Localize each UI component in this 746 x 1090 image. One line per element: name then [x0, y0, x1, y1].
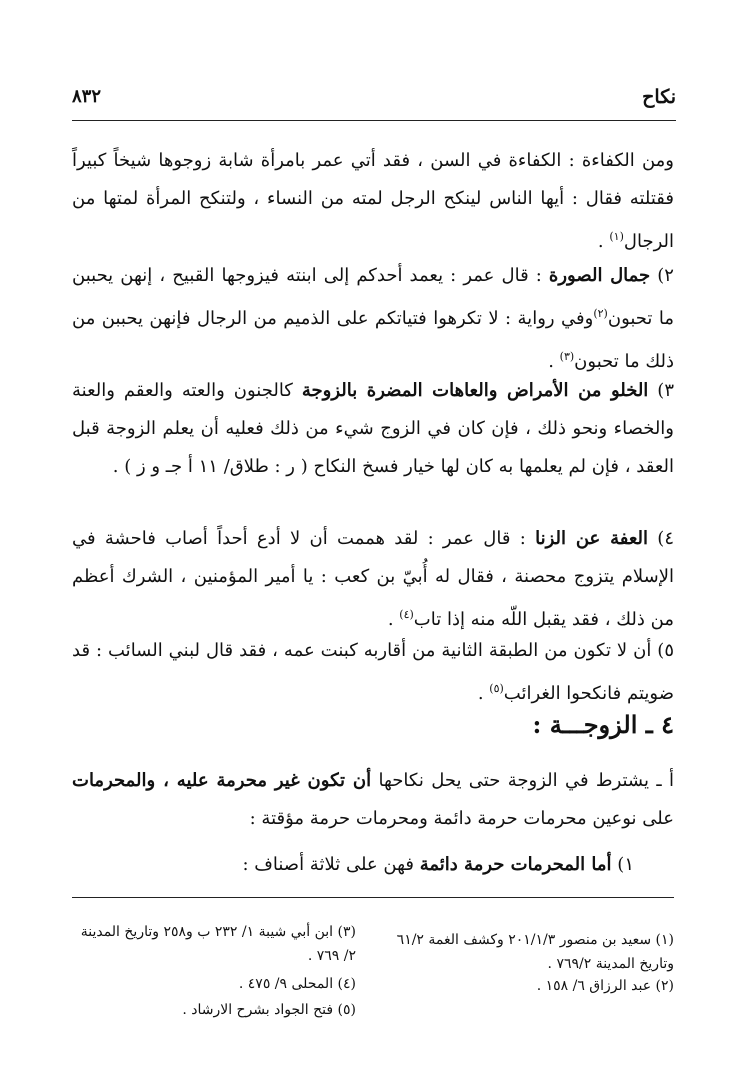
footnote-ref: (١): [609, 230, 624, 243]
footnote-ref: (٣): [559, 350, 575, 363]
page-header: [72, 86, 676, 116]
paragraph-end: .: [387, 609, 400, 630]
clause-marker: ١): [617, 854, 634, 875]
clause-1: [72, 846, 634, 884]
footnote-ref: (٤): [399, 608, 414, 621]
item-heading: جمال الصورة: [548, 265, 651, 286]
paragraph-beauty: [72, 257, 674, 381]
footnote-ref: (٥): [489, 682, 504, 695]
paragraph-relatives: [72, 632, 674, 713]
header-rule: [72, 120, 676, 121]
footnote-5: (٥) فتح الجواد بشرح الارشاد .: [182, 1002, 356, 1018]
page-number: ٨٣٢: [72, 86, 102, 107]
paragraph-end: .: [548, 351, 560, 372]
footnote-ref: (٢): [593, 307, 608, 320]
item-number: ٢): [657, 265, 674, 286]
paragraph-chastity: [72, 520, 674, 639]
footnote-4: (٤) المحلى ٩/ ٤٧٥ .: [238, 976, 356, 992]
clause-bold: أن تكون غير محرمة عليه ، والمحرمات: [72, 770, 372, 791]
chapter-title: نكاح: [642, 86, 676, 108]
clause-bold: أما المحرمات حرمة دائمة: [419, 854, 612, 875]
item-heading: الخلو من الأمراض والعاهات المضرة بالزوجة: [301, 380, 649, 401]
paragraph-text: أن لا تكون من الطبقة الثانية من أقاربه كبنت عمه ، فقد قال لبني السائب : قد ضويتم فانكحوا الغرائب: [72, 640, 674, 704]
footnote-rule: [72, 897, 674, 898]
paragraph-text: : قال عمر : لقد هممت أن لا أدع أحداً أصاب فاحشة في الإسلام يتزوج محصنة ، فقال له أُبيّ بن كعب : يا أمير المؤمنين ، الشرك أعظم من ذلك ، فقد يقبل اللّه منه إذا تاب: [72, 528, 674, 630]
clause-text: على نوعين محرمات حرمة دائمة ومحرمات حرمة مؤقتة :: [249, 808, 674, 829]
paragraph-text: : قال عمر : يعمد أحدكم إلى ابنته فيزوجها القبيح ، إنهن يحببن ما تحبون: [72, 265, 674, 329]
paragraph-end: .: [597, 231, 610, 252]
footnote-1: (١) سعيد بن منصور ٢٠١/١/٣ وكشف الغمة ٦١/٢ وتاريخ المدينة ٧٦٩/٢ .: [396, 932, 674, 972]
clause-text: فهن على ثلاثة أصناف :: [242, 854, 420, 875]
item-number: ٥): [657, 640, 674, 661]
footnote-2: (٢) عبد الرزاق ٦/ ١٥٨ .: [536, 978, 674, 994]
paragraph-health: [72, 372, 674, 486]
clause-text: يشترط في الزوجة حتى يحل نكاحها: [371, 770, 657, 791]
paragraph-kafaa-age: [72, 142, 674, 261]
paragraph-text: كالجنون والعته والعقم والعنة والخصاء ونحو ذلك ، فإن كان في الزوج شيء من ذلك فعليه أن يعلم الزوجة قبل العقد ، فإن لم يعلمها به كان لها خيار فسخ النكاح ( ر : طلاق/ ١١ أ جـ و ز ) .: [72, 380, 674, 477]
item-number: ٣): [657, 380, 674, 401]
paragraph-text: ومن الكفاءة : الكفاءة في السن ، فقد أتي عمر بامرأة شابة زوجوها شيخاً كبيراً فقتلته فقال : أيها الناس لينكح الرجل لمته من النساء ، ولتنكح المرأة لمتها من الرجال: [72, 150, 674, 252]
section-heading: ٤ ـ الزوجـــة :: [532, 710, 674, 739]
clause-a: [72, 762, 674, 838]
paragraph-end: .: [477, 683, 490, 704]
clause-marker: أ ـ: [656, 770, 674, 791]
paragraph-text: وفي رواية : لا تكرهوا فتياتكم على الذميم من الرجال فإنهن يحببن من ذلك ما تحبون: [72, 308, 674, 372]
item-heading: العفة عن الزنا: [535, 528, 649, 549]
footnote-3: (٣) ابن أبي شيبة ١/ ٢٣٢ ب و٢٥٨ وتاريخ المدينة ٢/ ٧٦٩ .: [80, 924, 356, 964]
item-number: ٤): [657, 528, 674, 549]
